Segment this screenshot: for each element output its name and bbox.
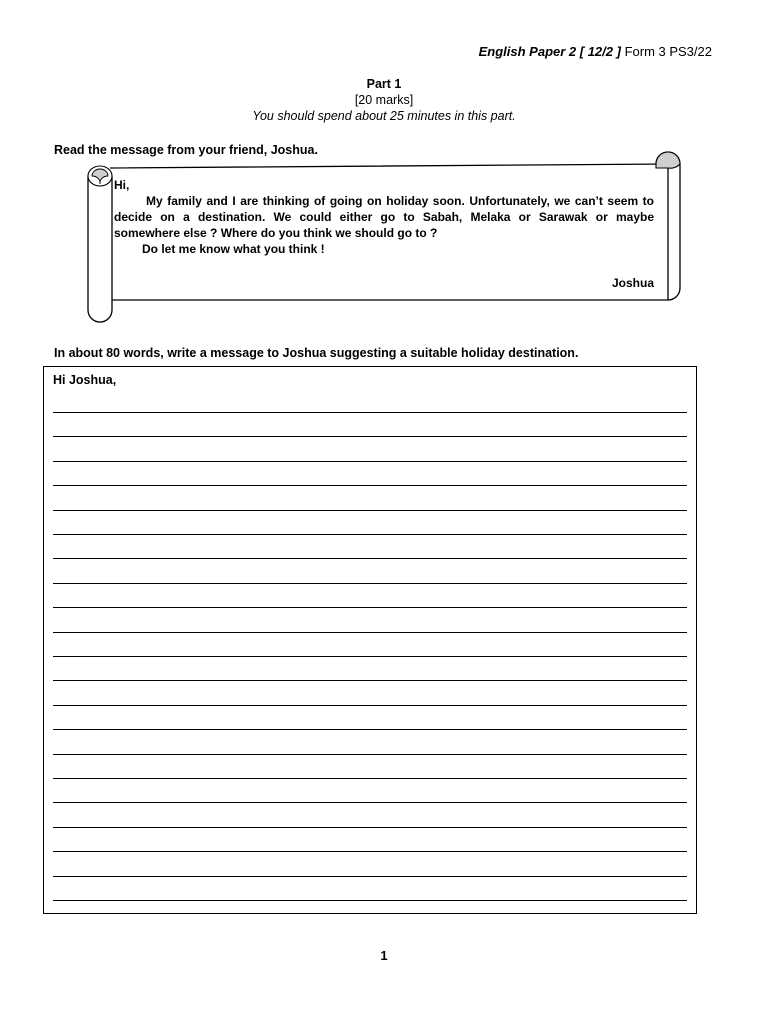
paper-name: English Paper 2 [ 12/2 ]	[478, 44, 621, 59]
task-suffix: , write a message to Joshua suggesting a suitable holiday destination.	[160, 346, 579, 360]
writing-line[interactable]	[53, 656, 687, 657]
answer-greeting: Hi Joshua,	[53, 373, 117, 387]
part-marks: [20 marks]	[354, 93, 414, 107]
task-instruction	[54, 346, 578, 360]
writing-line[interactable]	[53, 583, 687, 584]
task-word-count: 80 words	[106, 346, 161, 360]
writing-line[interactable]	[53, 851, 687, 852]
message-paragraph-2: Do let me know what you think !	[142, 242, 325, 256]
writing-line[interactable]	[53, 778, 687, 779]
part-title: Part 1	[366, 77, 402, 91]
writing-line[interactable]	[53, 510, 687, 511]
read-instruction: Read the message from your friend, Joshua.	[54, 143, 318, 157]
writing-line[interactable]	[53, 680, 687, 681]
writing-line[interactable]	[53, 558, 687, 559]
writing-line[interactable]	[53, 827, 687, 828]
writing-line[interactable]	[53, 436, 687, 437]
writing-line[interactable]	[53, 412, 687, 413]
answer-box[interactable]	[43, 366, 697, 914]
friend-message	[114, 177, 654, 291]
writing-line[interactable]	[53, 802, 687, 803]
writing-line[interactable]	[53, 729, 687, 730]
writing-line[interactable]	[53, 485, 687, 486]
writing-line[interactable]	[53, 534, 687, 535]
message-paragraph-1: My family and I are thinking of going on holiday soon. Unfortunately, we can’t seem to decide on a destination. We could either go to Sabah, Melaka or Sarawak or maybe somewhere else ? Where do you think we should go to ?	[114, 194, 654, 240]
part-time-note: You should spend about 25 minutes in this part.	[252, 109, 516, 123]
writing-line[interactable]	[53, 876, 687, 877]
writing-line[interactable]	[53, 607, 687, 608]
form-code: Form 3 PS3/22	[624, 44, 712, 59]
writing-line[interactable]	[53, 632, 687, 633]
writing-line[interactable]	[53, 705, 687, 706]
message-greeting: Hi,	[114, 178, 130, 192]
writing-line[interactable]	[53, 461, 687, 462]
writing-line[interactable]	[53, 900, 687, 901]
writing-line[interactable]	[53, 754, 687, 755]
page-number: 1	[380, 948, 388, 963]
message-signature: Joshua	[611, 276, 654, 290]
task-prefix: In about	[54, 346, 107, 360]
